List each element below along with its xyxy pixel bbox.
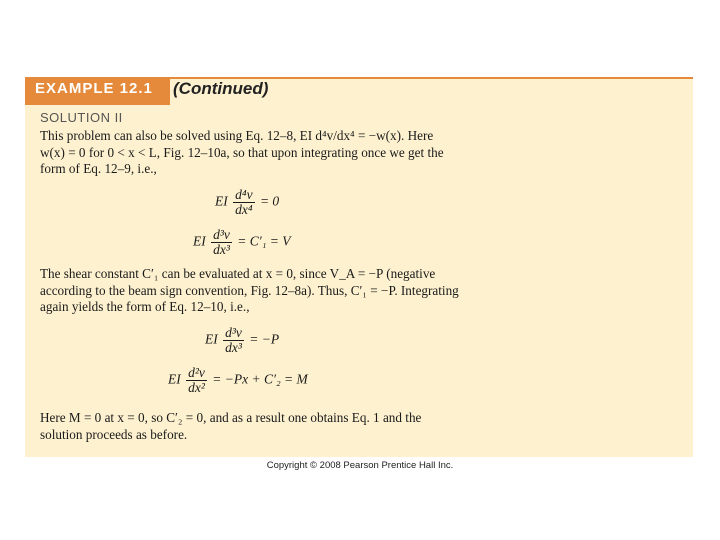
eq1-numerator: d⁴v (235, 187, 253, 202)
eq2-prefix: EI (193, 233, 206, 249)
eq1-prefix: EI (215, 193, 228, 209)
eq2-denominator: dx³ (213, 242, 230, 257)
equation-4 (168, 366, 308, 395)
eq2-rhs: = C′₁ = V (237, 233, 291, 249)
equation-1 (215, 188, 279, 217)
eq3-prefix: EI (205, 331, 218, 347)
eq2-fraction (211, 228, 232, 257)
eq4-denominator: dx² (188, 380, 205, 395)
paragraph-3: Here M = 0 at x = 0, so C′₂ = 0, and as a result one obtains Eq. 1 and the solution proceeds as before. (40, 410, 422, 442)
section-title: SOLUTION II (40, 110, 123, 125)
eq3-denominator: dx³ (225, 340, 242, 355)
eq4-numerator: d²v (188, 365, 205, 380)
copyright-notice: Copyright © 2008 Pearson Prentice Hall Inc. (266, 460, 454, 471)
eq3-numerator: d³v (225, 325, 242, 340)
eq1-fraction (233, 188, 254, 217)
eq3-fraction (223, 326, 244, 355)
eq4-prefix: EI (168, 371, 181, 387)
eq1-rhs: = 0 (259, 193, 280, 209)
equation-3 (205, 326, 279, 355)
eq3-rhs: = −P (249, 331, 280, 347)
equation-2 (193, 228, 291, 257)
paragraph-2: The shear constant C′₁ can be evaluated at x = 0, since V_A = −P (negative according to the beam sign convention, Fig. 12–8a). Thus, C′₁ = −P. Integrating again yields the form of Eq. 12–10, i.e., (40, 266, 459, 314)
continued-label: (Continued) (173, 79, 269, 98)
eq1-denominator: dx⁴ (235, 202, 253, 217)
eq4-rhs: = −Px + C′₂ = M (212, 371, 308, 387)
eq4-fraction (186, 366, 207, 395)
example-label: EXAMPLE 12.1 (35, 80, 153, 97)
eq2-numerator: d³v (213, 227, 230, 242)
paragraph-1: This problem can also be solved using Eq. 12–8, EI d⁴v/dx⁴ = −w(x). Here w(x) = 0 for 0 < x < L, Fig. 12–10a, so that upon integrating once we get the form of Eq. 12–9, i.e., (40, 128, 444, 176)
